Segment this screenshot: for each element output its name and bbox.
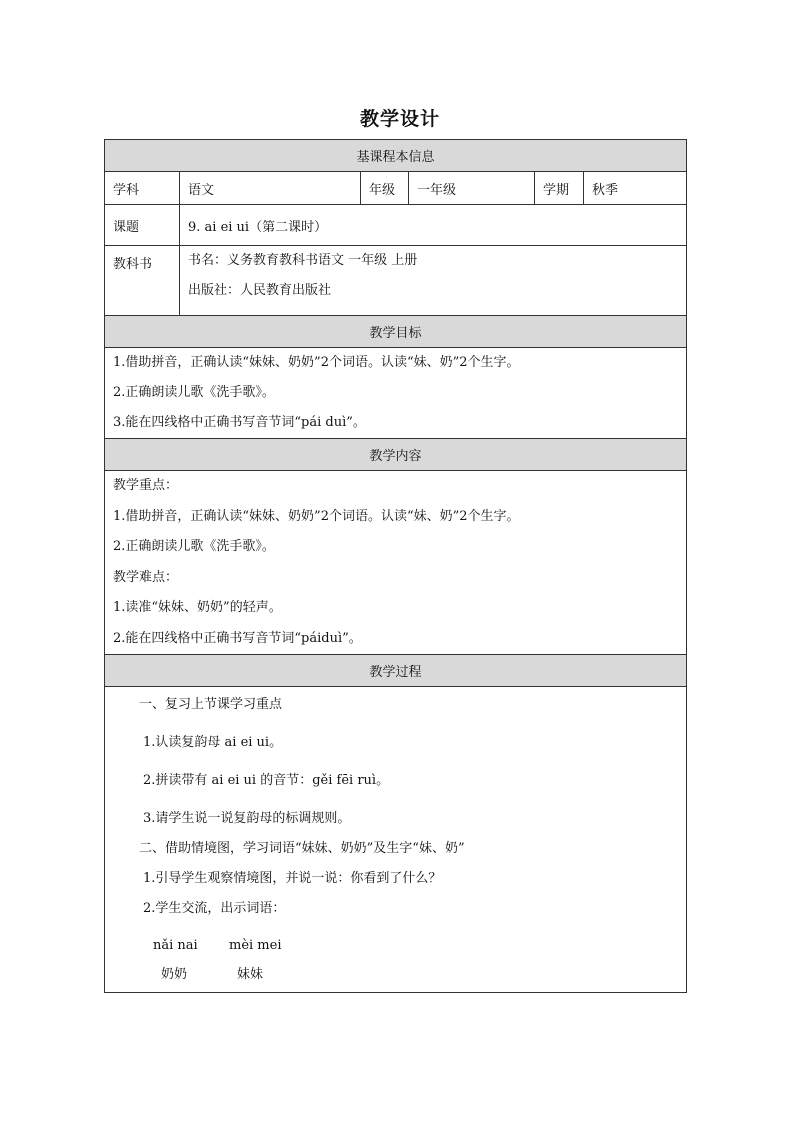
objective-item: 2.正确朗读儿歌《洗手歌》。 <box>113 385 275 400</box>
process-step: 3.请学生说一说复韵母的标调规则。 <box>143 810 351 826</box>
page-title: 教学设计 <box>359 108 440 130</box>
objectives-row <box>105 348 687 439</box>
objectives-list <box>105 348 687 439</box>
objective-item: 3.能在四线格中正确书写音节词“pái duì”。 <box>113 415 366 430</box>
pinyin-row <box>113 932 678 960</box>
difficult-point-item: 2.能在四线格中正确书写音节词“páiduì”。 <box>113 630 362 646</box>
textbook-name: 书名：义务教育教科书语文 一年级 上册 <box>188 253 418 268</box>
subject-label: 学科 <box>105 172 180 205</box>
process-step: 2.学生交流，出示词语： <box>143 900 286 916</box>
process-step: 1.引导学生观察情境图，并说一说：你看到了什么？ <box>143 870 442 886</box>
word-nainai: 奶奶 <box>161 966 188 982</box>
lesson-plan-table <box>104 139 687 993</box>
term-value: 秋季 <box>584 172 687 205</box>
process-part2-title: 二、借助情境图，学习词语“妹妹、奶奶”及生字“妹、奶” <box>139 840 465 856</box>
textbook-info <box>180 246 687 316</box>
pinyin-meimei: mèi mei <box>229 937 282 953</box>
process-step: 1.认读复韵母 ai ei ui。 <box>143 734 283 750</box>
basic-info-header: 基课程本信息 <box>105 140 687 172</box>
key-points-label: 教学重点： <box>113 478 179 493</box>
basic-info-header-row <box>105 140 687 172</box>
pinyin-nainai: nǎi nai <box>153 937 198 953</box>
objectives-header: 教学目标 <box>105 316 687 348</box>
topic-value: 9. ai ei ui（第二课时） <box>180 205 687 246</box>
content-list <box>105 471 687 655</box>
word-row <box>113 960 678 990</box>
objectives-header-row <box>105 316 687 348</box>
grade-label: 年级 <box>361 172 409 205</box>
grade-value: 一年级 <box>409 172 535 205</box>
process-body <box>105 687 687 993</box>
textbook-label: 教科书 <box>105 246 180 316</box>
process-header: 教学过程 <box>105 655 687 687</box>
difficult-point-item: 1.读准“妹妹、奶奶”的轻声。 <box>113 600 282 615</box>
subject-row <box>105 172 687 205</box>
process-row <box>105 687 687 993</box>
difficult-points-label: 教学难点： <box>113 569 179 585</box>
process-step: 2.拼读带有 ai ei ui 的音节：gěi fēi ruì。 <box>143 772 390 788</box>
word-meimei: 妹妹 <box>237 966 264 982</box>
content-header: 教学内容 <box>105 439 687 471</box>
key-point-item: 2.正确朗读儿歌《洗手歌》。 <box>113 539 275 554</box>
topic-label: 课题 <box>105 205 180 246</box>
textbook-publisher: 出版社：人民教育出版社 <box>188 283 332 298</box>
content-row <box>105 471 687 655</box>
process-part1-title: 一、复习上节课学习重点 <box>139 696 283 712</box>
topic-row <box>105 205 687 246</box>
subject-value: 语文 <box>180 172 361 205</box>
key-point-item: 1.借助拼音，正确认读“妹妹、奶奶”2个词语。认读“妹、奶”2个生字。 <box>113 508 520 524</box>
objective-item: 1.借助拼音，正确认读“妹妹、奶奶”2个词语。认读“妹、奶”2个生字。 <box>113 355 520 370</box>
textbook-row <box>105 246 687 316</box>
term-label: 学期 <box>535 172 584 205</box>
process-header-row <box>105 655 687 687</box>
content-header-row <box>105 439 687 471</box>
